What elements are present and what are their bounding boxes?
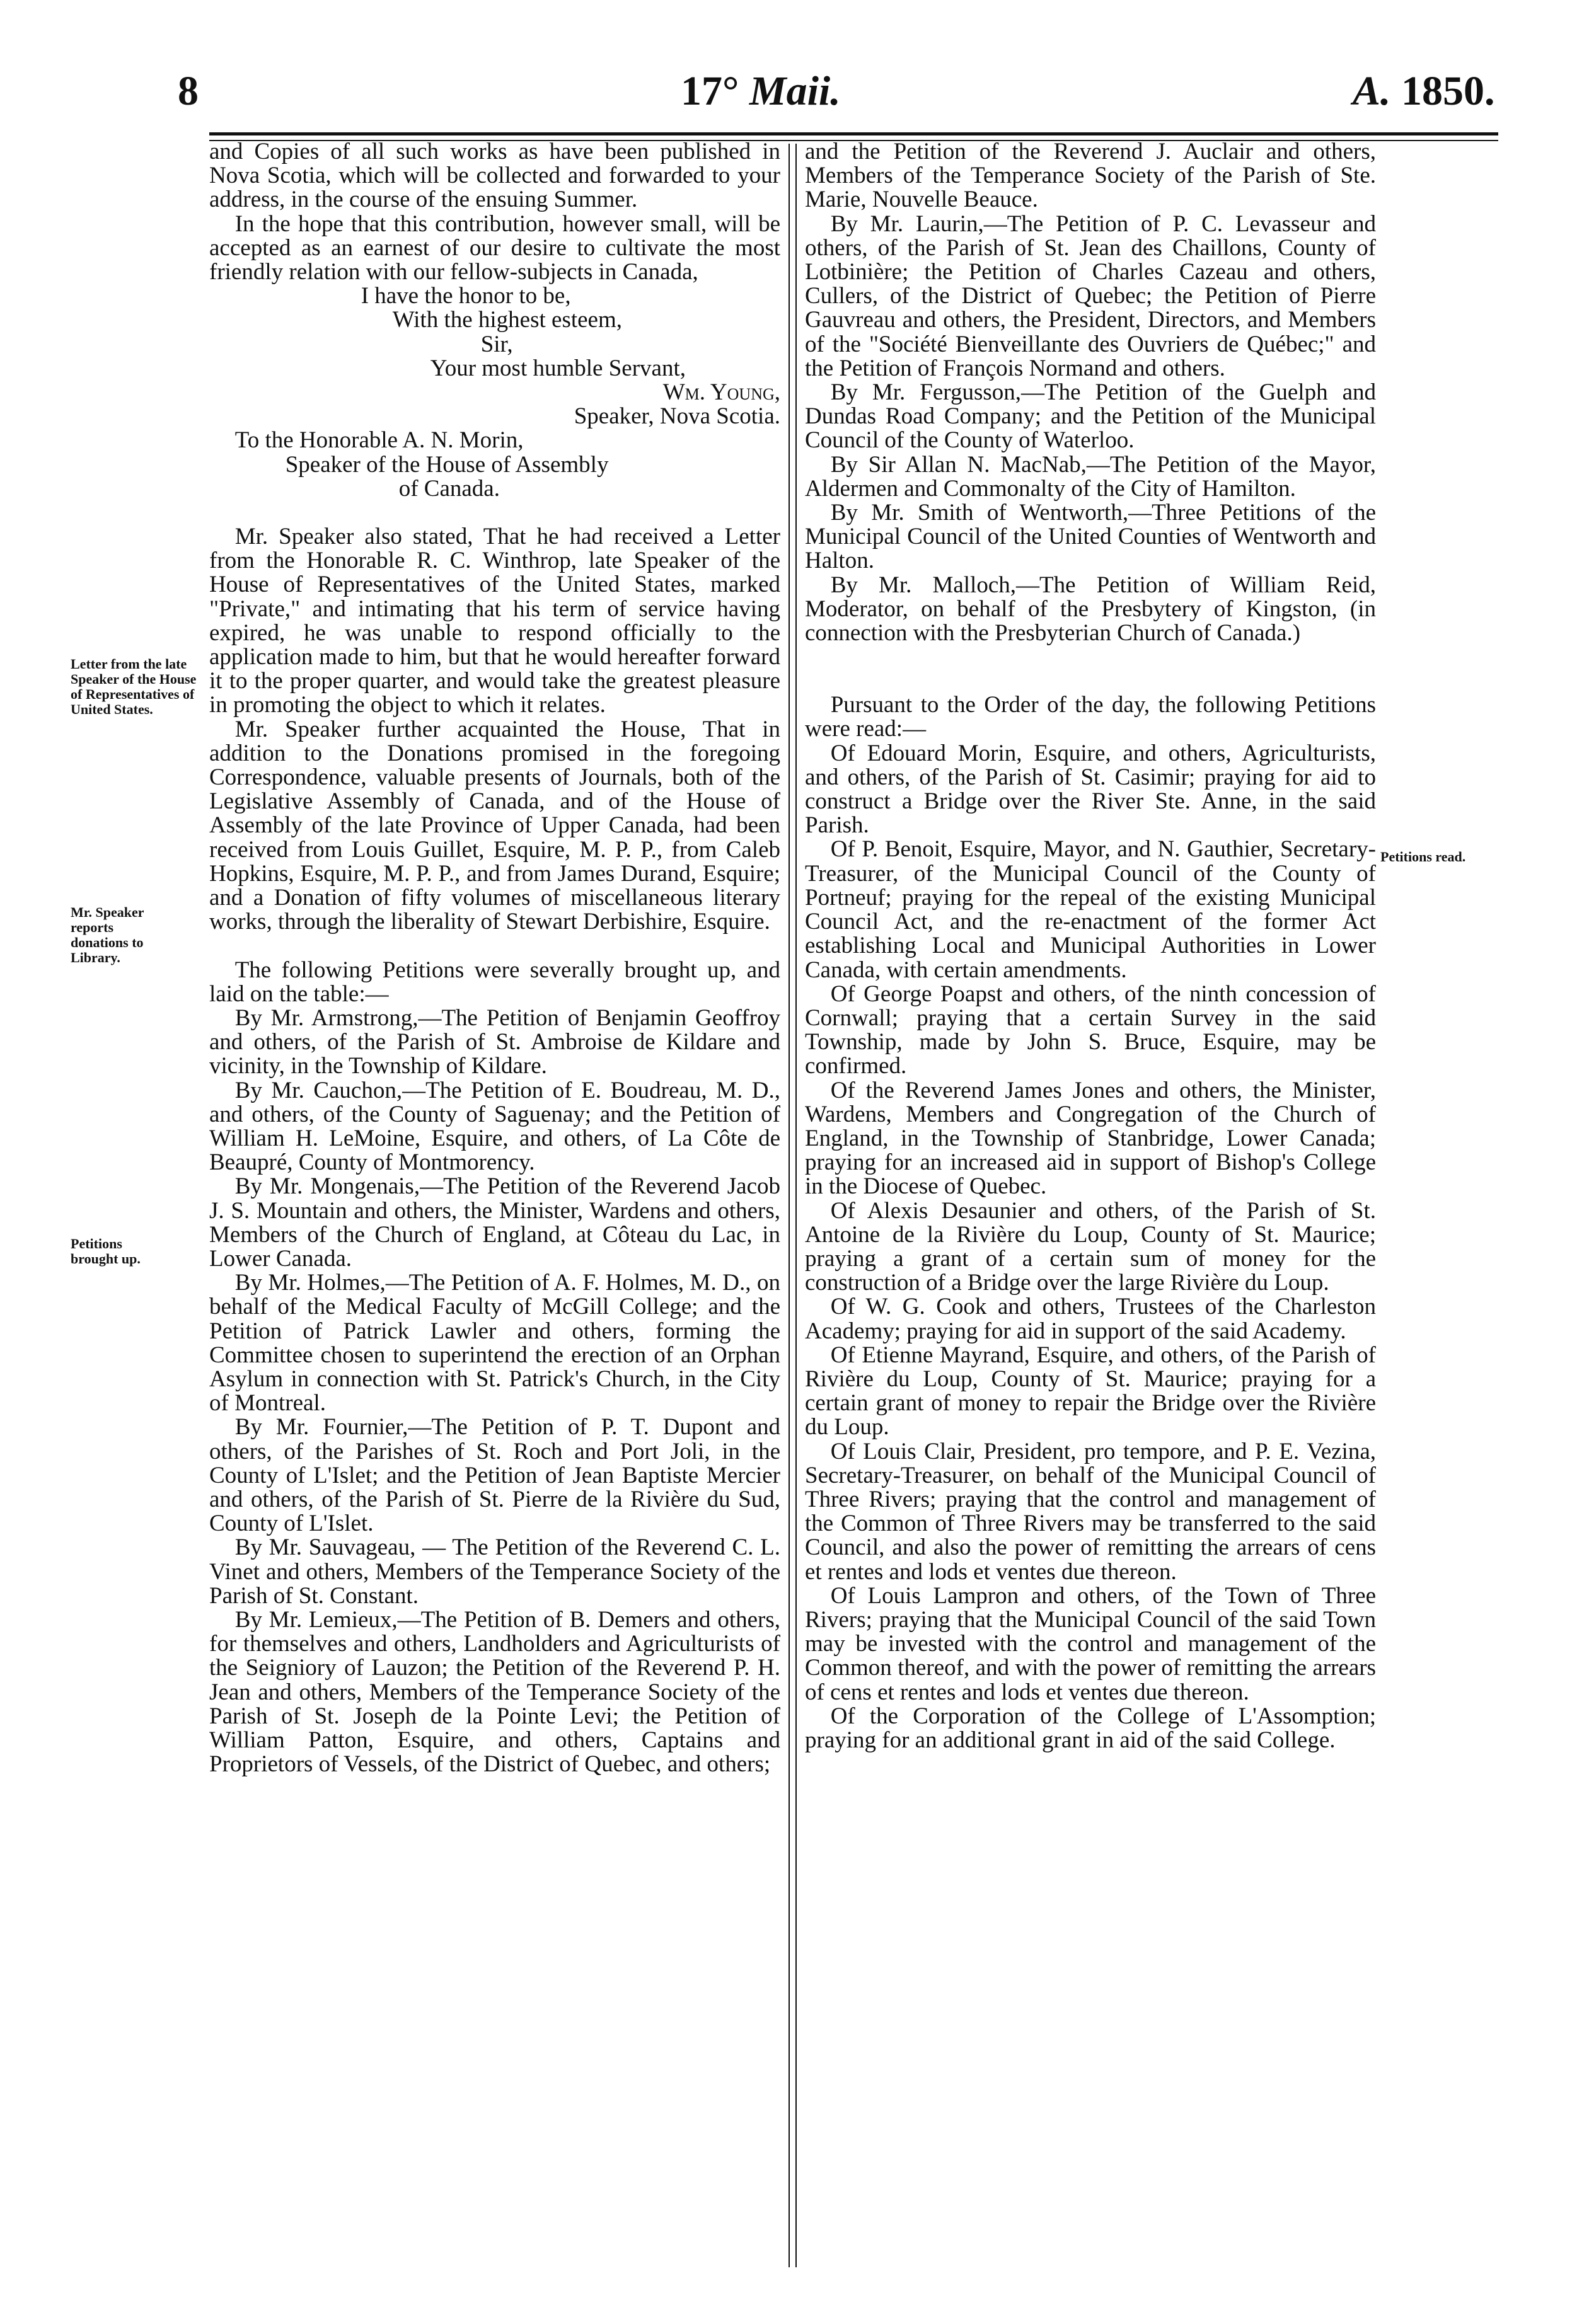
spacer	[209, 935, 780, 958]
header-date-month: Maii.	[749, 68, 841, 114]
margin-note-petitions-brought: Petitions brought up.	[71, 1236, 141, 1267]
paragraph: By Mr. Armstrong,—The Petition of Benjamin Geoffroy and others, of the Parish of St. Ambroise de Kildare and vicinity, in the Township of Kildare.	[209, 1004, 780, 1079]
page-number: 8	[178, 68, 199, 114]
paragraph: Of P. Benoit, Esquire, Mayor, and N. Gauthier, Secretary-Treasurer, of the Municipal Council of the County of Portneuf; praying for the repeal of the existing Municipal Council Act, and the re-enactment of the former Act establishing Local and Municipal Authorities in Lower Canada, with certain amendments.	[805, 836, 1376, 983]
paragraph: By Mr. Holmes,—The Petition of A. F. Holmes, M. D., on behalf of the Medical Faculty of McGill College; and the Petition of Patrick Lawler and others, forming the Committee chosen to superintend the erection of an Orphan Asylum in connection with St. Patrick's Church, in the City of Montreal.	[209, 1270, 780, 1417]
paragraph: By Mr. Laurin,—The Petition of P. C. Levasseur and others, of the Parish of St. Jean des Chaillons, County of Lotbinière; the Petition of Charles Cazeau and others, Cullers, of the District of Quebec; the Petition of Pierre Gauvreau and others, the President, Directors, and Members of the "Société Bienveillante des Ouvriers de Québec;" and the Petition of François Normand and others.	[805, 210, 1376, 381]
margin-note-letter: Letter from the late Speaker of the House of Representatives of United States.	[71, 656, 197, 717]
closing-line: With the highest esteem,	[392, 307, 622, 333]
paragraph: Of the Corporation of the College of L'Assomption; praying for an additional grant in aid of the said College.	[805, 1703, 1376, 1753]
paragraph: Of Louis Clair, President, pro tempore, and P. E. Vezina, Secretary-Treasurer, on behalf of the Municipal Council of Three Rivers; praying that the control and management of the Common of Three Rivers may be transferred to the said Council, and also the power of remitting the arrears of cens et rentes and lods et ventes due thereon.	[805, 1438, 1376, 1585]
address-line: Speaker of the House of Assembly	[285, 451, 609, 478]
spacer	[805, 645, 1376, 693]
paragraph: By Mr. Sauvageau, — The Petition of the Reverend C. L. Vinet and others, Members of the Temperance Society of the Parish of St. Constant.	[209, 1534, 780, 1609]
paragraph: Of Etienne Mayrand, Esquire, and others, of the Parish of Rivière du Loup, County of St. Maurice; praying for a certain grant of money to repair the Bridge over the Rivière du Loup.	[805, 1342, 1376, 1441]
paragraph: By Mr. Malloch,—The Petition of William Reid, Moderator, on behalf of the Presbytery of Kingston, (in connection with the Presbyterian Church of Canada.)	[805, 572, 1376, 647]
paragraph: Of Louis Lampron and others, of the Town of Three Rivers; praying that the Municipal Council of the said Town may be invested with the control and management of the Common thereof, and with the power of remitting the arrears of cens et rentes and lods et ventes due thereon.	[805, 1582, 1376, 1705]
closing-line: Sir,	[480, 331, 513, 357]
header-year-letter: A.	[1353, 68, 1391, 114]
address-line: To the Honorable A. N. Morin,	[234, 427, 524, 454]
paragraph: and Copies of all such works as have been published in Nova Scotia, which will be collected and forwarded to your address, in the course of the ensuing Summer.	[209, 139, 780, 213]
left-column	[209, 140, 780, 1776]
paragraph: By Mr. Smith of Wentworth,—Three Petitions of the Municipal Council of the United Counties of Wentworth and Halton.	[805, 500, 1376, 574]
paragraph: Mr. Speaker also stated, That he had received a Letter from the Honorable R. C. Winthrop, late Speaker of the House of Representatives of the United States, marked "Private," and intimating that his term of service having expired, he was unable to respond officially to the application made to him, but that he would hereafter forward it to the proper quarter, and would take the greatest pleasure in promoting the object to which it relates.	[209, 524, 780, 718]
paragraph: The following Petitions were severally brought up, and laid on the table:—	[209, 957, 780, 1007]
paragraph: Of the Reverend James Jones and others, the Minister, Wardens, Members and Congregation of the Church of England, in the Township of Stanbridge, Lower Canada; praying for an increased aid in support of Bishop's College in the Diocese of Quebec.	[805, 1077, 1376, 1200]
header-year	[1353, 63, 1495, 120]
paragraph: By Mr. Mongenais,—The Petition of the Reverend Jacob J. S. Mountain and others, the Minister, Wardens and others, Members of the Church of England, at Côteau du Lac, in Lower Canada.	[209, 1173, 780, 1272]
paragraph: By Mr. Cauchon,—The Petition of E. Boudreau, M. D., and others, of the County of Saguenay; and the Petition of William H. LeMoine, Esquire, and others, of La Côte de Beaupré, County of Montmorency.	[209, 1077, 780, 1176]
paragraph: Of George Poapst and others, of the ninth concession of Cornwall; praying that a certain Survey in the said Township, made by John S. Bruce, Esquire, may be confirmed.	[805, 981, 1376, 1079]
paragraph: By Mr. Fergusson,—The Petition of the Guelph and Dundas Road Company; and the Petition of the Municipal Council of the County of Waterloo.	[805, 379, 1376, 454]
paragraph: By Mr. Fournier,—The Petition of P. T. Dupont and others, of the Parishes of St. Roch and Port Joli, in the County of L'Islet; and the Petition of Jean Baptiste Mercier and others, of the Parish of St. Pierre de la Rivière du Sud, County of L'Islet.	[209, 1414, 780, 1537]
paragraph: In the hope that this contribution, however small, will be accepted as an earnest of our desire to cultivate the most friendly relation with our fellow-subjects in Canada,	[209, 210, 780, 285]
paragraph: Of Edouard Morin, Esquire, and others, Agriculturists, and others, of the Parish of St. Casimir; praying for aid to construct a Bridge over the River Ste. Anne, in the said Parish.	[805, 740, 1376, 839]
right-column	[805, 140, 1376, 1752]
column-divider-left	[789, 144, 790, 2267]
closing-line: I have the honor to be,	[361, 283, 571, 309]
header-date	[681, 63, 841, 120]
paragraph: Pursuant to the Order of the day, the following Petitions were read:—	[805, 692, 1376, 742]
header-year-number: 1850.	[1401, 68, 1495, 114]
paragraph: Of W. G. Cook and others, Trustees of the Charleston Academy; praying for aid in support of the said Academy.	[805, 1294, 1376, 1344]
address-line: of Canada.	[398, 475, 500, 502]
paragraph: Of Alexis Desaunier and others, of the Parish of St. Antoine de la Rivière du Loup, County of St. Maurice; praying a grant of a certain sum of money for the construction of a Bridge over the large Rivière du Loup.	[805, 1197, 1376, 1296]
paragraph: By Mr. Lemieux,—The Petition of B. Demers and others, for themselves and others, Landholders and Agriculturists of the Seigniory of Lauzon; the Petition of the Reverend P. H. Jean and others, Members of the Temperance Society of the Parish of St. Joseph de la Pointe Levi; the Petition of William Patton, Esquire, and others, Captains and Proprietors of Vessels, of the District of Quebec, and others;	[209, 1606, 780, 1778]
signature-name: Wm. Young,	[662, 379, 780, 406]
signature-title: Speaker, Nova Scotia.	[574, 403, 780, 430]
margin-note-petitions-read: Petitions read.	[1380, 849, 1466, 865]
header-rule-thick	[209, 132, 1498, 135]
paragraph: By Sir Allan N. MacNab,—The Petition of the Mayor, Aldermen and Commonalty of the City of Hamilton.	[805, 451, 1376, 502]
header-date-day: 17°	[681, 68, 739, 114]
paragraph: and the Petition of the Reverend J. Auclair and others, Members of the Temperance Society of the Parish of Ste. Marie, Nouvelle Beauce.	[805, 139, 1376, 213]
spacer	[209, 501, 780, 525]
margin-note-donations: Mr. Speaker reports donations to Library.	[71, 904, 144, 965]
closing-line: Your most humble Servant,	[430, 355, 686, 381]
column-divider-right	[795, 144, 797, 2267]
paragraph: Mr. Speaker further acquainted the House, That in addition to the Donations promised in the foregoing Correspondence, valuable presents of Journals, both of the Legislative Assembly of Canada, and of the House of Assembly of the late Province of Upper Canada, had been received from Louis Guillet, Esquire, M. P. P., from Caleb Hopkins, Esquire, M. P. P., and from James Durand, Esquire; and a Donation of fifty volumes of miscellaneous literary works, through the liberality of Stewart Derbishire, Esquire.	[209, 716, 780, 935]
